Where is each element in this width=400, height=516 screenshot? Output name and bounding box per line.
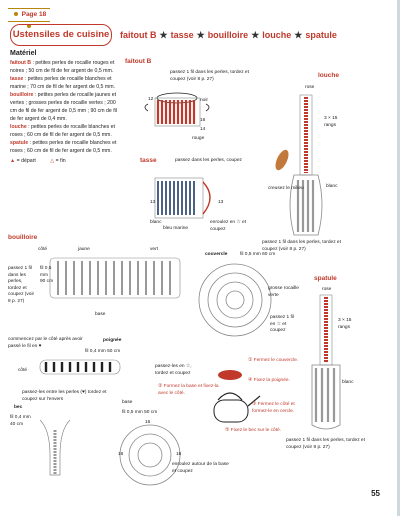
- base-diagram: [120, 425, 180, 485]
- faitout-note: passez 1 fil dans les perles, tordez et coupez (voir 8 p. 27): [170, 70, 249, 82]
- bouilloire-base: base: [95, 312, 106, 317]
- spatule-blanc: blanc: [342, 380, 354, 385]
- tasse-n13b: 13: [218, 200, 224, 205]
- faitout-n12: 12: [148, 97, 154, 102]
- step-formez: ② Formez la base et fixez-la avec le côté.: [158, 384, 219, 396]
- bec-fil: fil 0,4 mm 40 cm: [10, 415, 31, 427]
- star-icon: ★: [196, 30, 205, 40]
- couvercle-passez: passez 1 fil en ☆ et coupez: [270, 315, 294, 333]
- tasse-note: passez dans les perles, coupez: [175, 158, 242, 163]
- bouilloire-label: bouilloire: [8, 234, 38, 241]
- bouilloire-cote: côté: [38, 247, 48, 252]
- spatule-rose: rose: [322, 287, 332, 292]
- base-n16a: 16: [145, 420, 151, 425]
- materiel-item: spatule : petites perles de rocaille blanches et roses ; 60 cm de fil de fer argent de 0,5 mm.: [10, 140, 117, 154]
- louche-diagram: [273, 95, 322, 235]
- materiel-title: Matériel: [10, 50, 37, 57]
- louche-label: louche: [318, 72, 339, 79]
- materiel-item: louche : petites perles de rocaille blanches et roses ; 60 cm de fil de fer argent de 0,5 mm.: [10, 124, 115, 138]
- louche-rangs: 3 × 15 rangs: [324, 116, 338, 128]
- couvercle-diagram: [199, 264, 271, 336]
- bouilloire-passez: passez 1 fil dans les perles, tordez et coupez (voir 8 p. 27): [8, 266, 35, 304]
- step-fixez-poignee: ④ Fixez la poignée.: [248, 378, 290, 383]
- page-title: Ustensiles de cuisine: [10, 24, 112, 46]
- poignee-label: poignée: [103, 338, 122, 343]
- materiel-item: faitout B : petites perles de rocaille rouges et noires ; 50 cm de fil de fer argent de 0,5 mm.: [10, 60, 115, 74]
- couvercle-fil: fil 0,5 mm 60 cm: [240, 252, 276, 257]
- step-fermez-couvercle: ① Fermez le couvercle.: [248, 358, 299, 363]
- louche-rose: rose: [305, 85, 315, 90]
- base-n16c: 16: [176, 452, 182, 457]
- couvercle-label: couvercle: [205, 252, 228, 257]
- spatule-diagram: [312, 295, 340, 429]
- bouilloire-commencez: commencez par le côté après avoir passé le fil en ♥: [8, 337, 83, 349]
- bec-diagram: [40, 420, 70, 475]
- triangle-filled-icon: ▲: [10, 158, 16, 164]
- legend-depart: = départ: [16, 158, 36, 164]
- star-icon: ★: [251, 30, 260, 40]
- triangle-outline-icon: △: [50, 158, 55, 164]
- poignee-diagram: [40, 360, 120, 374]
- spatule-note: passez 1 fil dans les perles, tordez et coupez (voir 8 p. 27): [286, 438, 365, 450]
- tasse-blanc: blanc: [150, 220, 162, 225]
- subtitle-item: tasse: [170, 30, 194, 40]
- materiel-item: tasse : petites perles de rocaille blanches et marine ; 70 cm de fil de fer argent de 0,5 mm.: [10, 76, 115, 90]
- tasse-enroulez: enroulez en ☆ et coupez: [210, 220, 247, 232]
- subtitle-item: bouilloire: [207, 30, 249, 40]
- page-number: 55: [371, 489, 380, 498]
- base2-label: base: [122, 400, 133, 405]
- poignee-passez-entre: passez-les entre les perles (♥) tordez et coupez sur l'envers: [22, 390, 107, 402]
- faitout-noir: noir: [200, 98, 208, 103]
- poignee-cote: côté: [18, 368, 28, 373]
- materiel-item: bouilloire : petites perles de rocaille jaunes et vertes ; grosses perles de rocaille vertes ; 200 cm de fil de fer argent de 0,5 mm ; 90 cm de fil de fer argent de 0,4 mm.: [10, 92, 117, 122]
- poignee-passez: passez-les en ☆, tordez et coupez: [155, 364, 192, 376]
- star-icon: ★: [294, 30, 303, 40]
- tasse-diagram: [155, 178, 210, 218]
- couvercle-grosse: grosse rocaille verte: [268, 286, 299, 298]
- bouilloire-vert: vert: [150, 247, 158, 252]
- faitout-n16: 16: [200, 118, 206, 123]
- bec-label: bec: [14, 405, 23, 410]
- star-icon: ★: [159, 30, 168, 40]
- base-n16b: 16: [118, 452, 124, 457]
- step-fixez-bec: ⑤ Fixez le bec sur le côté.: [225, 428, 282, 433]
- subtitle-item: faitout B: [120, 30, 157, 40]
- faitout-n14: 14: [200, 127, 206, 132]
- base-fil: fil 0,5 mm 50 cm: [122, 410, 158, 415]
- faitout-label: faitout B: [125, 58, 152, 65]
- louche-blanc: blanc: [326, 184, 338, 189]
- bouilloire-fil: fil 0,5 mm 90 cm: [40, 266, 54, 284]
- bouilloire-jaune: jaune: [78, 247, 90, 252]
- louche-note: passez 1 fil dans les perles, tordez et coupez (voir 8 p. 27): [262, 240, 341, 252]
- tasse-label: tasse: [140, 157, 157, 164]
- subtitle-item: spatule: [305, 30, 337, 40]
- bouilloire-cote-diagram: [50, 258, 180, 298]
- base-enroulez: enroulez autour de la base et coupez: [172, 462, 229, 474]
- poignee-fil: fil 0,4 mm 50 cm: [85, 349, 121, 354]
- louche-creusez: creusez le milieu: [268, 186, 304, 191]
- step-fermez-cote: ③ Fermez le côté et formez-le en cercle.: [252, 402, 295, 414]
- tasse-n13a: 13: [150, 200, 156, 205]
- spatule-label: spatule: [314, 275, 337, 282]
- page-label: Page 18: [21, 11, 47, 18]
- tasse-bleu: bleu marine: [163, 226, 189, 231]
- spatule-rangs: 3 × 15 rangs: [338, 318, 352, 330]
- faitout-rouge: rouge: [192, 136, 205, 141]
- legend-fin: = fin: [55, 158, 66, 164]
- subtitle-item: louche: [262, 30, 292, 40]
